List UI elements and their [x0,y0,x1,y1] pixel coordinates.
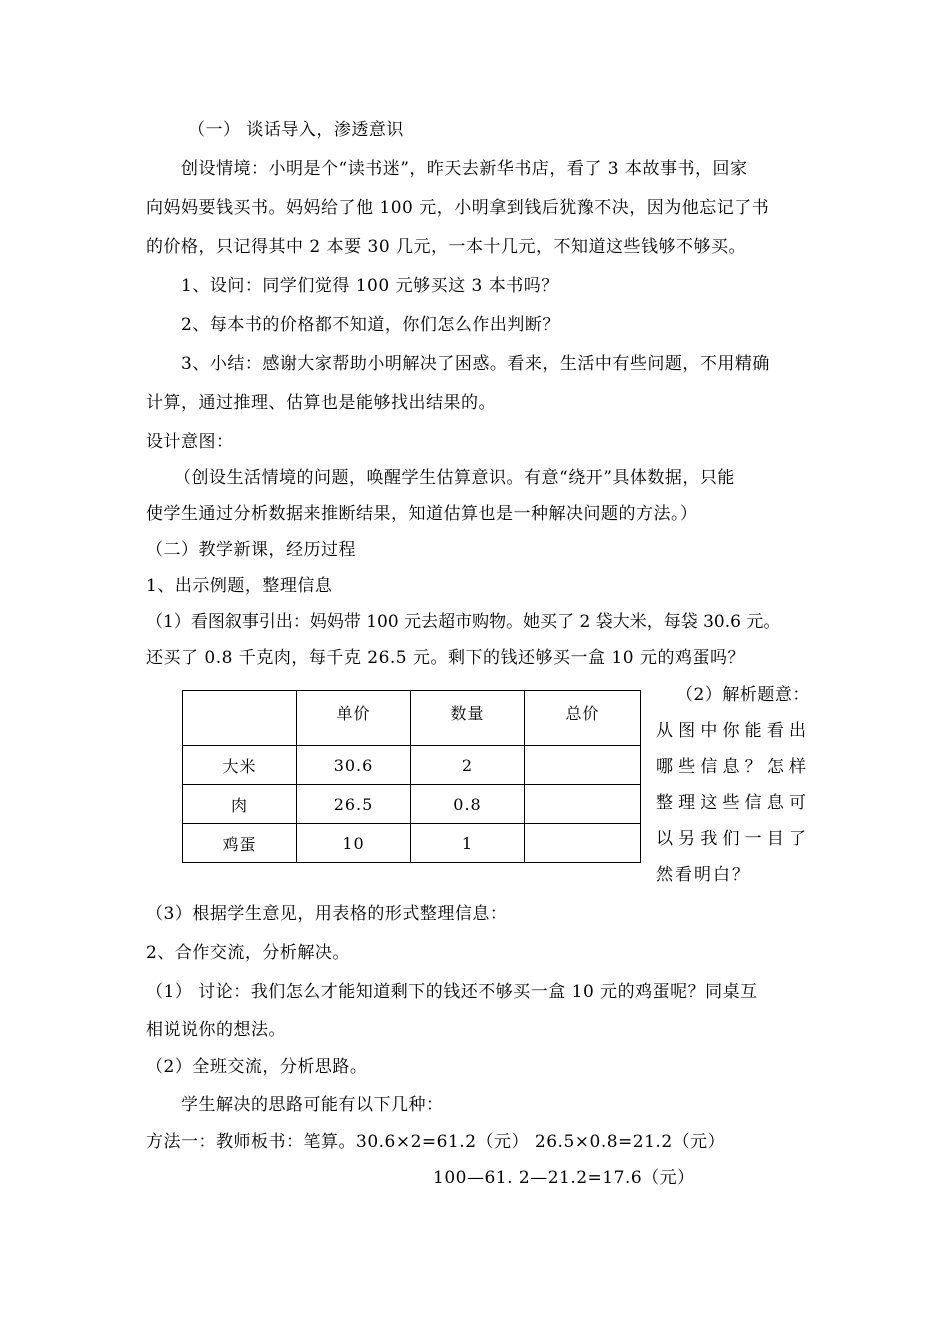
table-row [183,746,641,785]
design-intent-label: 设计意图： [146,432,234,452]
summary-line-1: 3、小结：感谢大家帮助小明解决了困惑。看来，生活中有些问题，不用精确 [181,354,770,374]
design-intent-line-1: （创设生活情境的问题，唤醒学生估算意识。有意“绕开”具体数据，只能 [174,468,735,488]
step-1-heading: 1、出示例题，整理信息 [146,576,333,596]
table-header-row [183,691,641,746]
side-note-line-2: 从图中你能看出 [656,721,806,741]
discuss-line-1: （1） 讨论：我们怎么才能知道剩下的钱还不够买一盒 10 元的鸡蛋呢？同桌互 [146,982,758,1002]
table-cell: 26.5 [297,785,411,824]
table-cell: 鸡蛋 [183,824,297,863]
table-cell: 0.8 [411,785,525,824]
table-header-cell: 单价 [297,691,411,746]
table-cell: 2 [411,746,525,785]
scenario-line-3: 的价格，只记得其中 2 本要 30 几元，一本十几元，不知道这些钱够不够买。 [146,237,747,257]
side-note-line-5: 以另我们一目了 [656,829,806,849]
section-1-title: （一） 谈话导入，渗透意识 [188,120,404,140]
example-line-2: 还买了 0.8 千克肉，每千克 26.5 元。剩下的钱还够买一盒 10 元的鸡蛋吗？ [146,648,745,668]
table-cell [525,785,641,824]
method-1-line-2: 100—61. 2—21.2=17.6（元） [433,1168,695,1188]
table-cell: 10 [297,824,411,863]
info-table [182,690,641,863]
table-cell: 1 [411,824,525,863]
section-2-title: （二）教学新课，经历过程 [146,540,356,560]
table-row [183,824,641,863]
question-2: 2、每本书的价格都不知道，你们怎么作出判断？ [181,315,560,335]
step-2-heading: 2、合作交流，分析解决。 [146,943,350,963]
scenario-line-2: 向妈妈要钱买书。妈妈给了他 100 元，小明拿到钱后犹豫不决，因为他忘记了书 [146,198,770,218]
example-line-1: （1）看图叙事引出：妈妈带 100 元去超市购物。她买了 2 袋大米，每袋 30.6 元。 [146,612,781,632]
summary-line-2: 计算，通过推理、估算也是能够找出结果的。 [146,393,496,413]
side-note-line-4: 整理这些信息可 [656,793,806,813]
table-cell [525,746,641,785]
table-cell: 30.6 [297,746,411,785]
side-note-line-6: 然看明白？ [656,865,751,885]
step-1-3: （3）根据学生意见，用表格的形式整理信息： [146,904,508,924]
scenario-line-1: 创设情境：小明是个“读书迷”，昨天去新华书店，看了 3 本故事书，回家 [181,159,748,179]
design-intent-line-2: 使学生通过分析数据来推断结果，知道估算也是一种解决问题的方法。） [146,504,698,524]
table-header-cell: 数量 [411,691,525,746]
table-row [183,785,641,824]
student-ideas: 学生解决的思路可能有以下几种： [181,1095,444,1115]
method-1: 方法一：教师板书：笔算。30.6×2=61.2（元） 26.5×0.8=21.2（元） [146,1132,726,1152]
table-cell: 肉 [183,785,297,824]
table-cell [525,824,641,863]
table-cell: 大米 [183,746,297,785]
question-1: 1、设问：同学们觉得 100 元够买这 3 本书吗？ [181,276,559,296]
class-share: （2）全班交流，分析思路。 [146,1057,368,1077]
side-note-line-1: （2）解析题意： [676,685,810,705]
table-header-cell: 总价 [525,691,641,746]
table-header-cell [183,691,297,746]
side-note-line-3: 哪些信息？怎样 [656,757,806,777]
discuss-line-2: 相说说你的想法。 [146,1020,286,1040]
